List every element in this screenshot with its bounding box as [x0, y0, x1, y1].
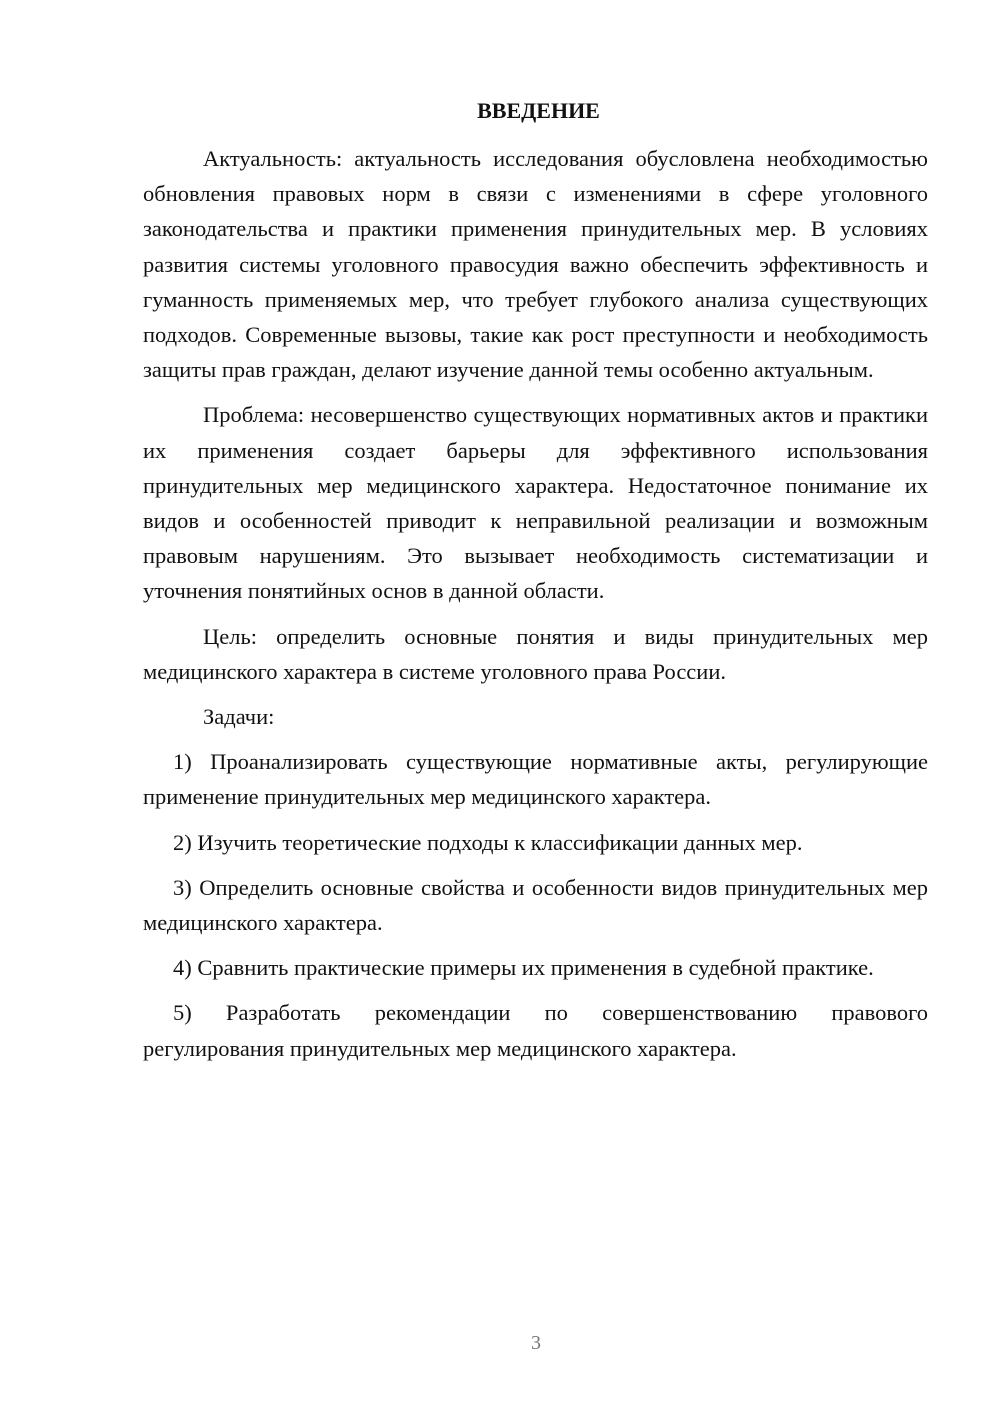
page-title: ВВЕДЕНИЕ	[477, 98, 600, 123]
tasks-heading: Задачи:	[203, 704, 275, 730]
page-number: 3	[531, 1332, 541, 1354]
page-content	[143, 95, 928, 1076]
task-item-1: 1) Проанализировать существующие нормативные акты, регулирующие применение принудительных мер медицинского характера.	[143, 749, 928, 810]
task-item-5: 5) Разработать рекомендации по совершенствованию правового регулирования принудительных мер медицинского характера.	[143, 1000, 928, 1061]
relevance-paragraph: Актуальность: актуальность исследования обусловлена необходимостью обновления правовых норм в связи с изменениями в сфере уголовного законодательства и практики применения принудительных мер. В условиях развития системы уголовного правосудия важно обеспечить эффективность и гуманность применяемых мер, что требует глубокого анализа существующих подходов. Современные вызовы, такие как рост преступности и необходимость защиты прав граждан, делают изучение данной темы особенно актуальным.	[143, 146, 928, 383]
task-item-4: 4) Сравнить практические примеры их применения в судебной практике.	[173, 955, 874, 981]
task-item-2: 2) Изучить теоретические подходы к классификации данных мер.	[173, 829, 803, 855]
goal-paragraph: Цель: определить основные понятия и виды принудительных мер медицинского характера в системе уголовного права России.	[143, 623, 928, 684]
task-item-3: 3) Определить основные свойства и особенности видов принудительных мер медицинского характера.	[143, 874, 928, 936]
problem-paragraph: Проблема: несовершенство существующих нормативных актов и практики их применения создает барьеры для эффективного использования принудительных мер медицинского характера. Недостаточное понимание их видов и особенностей приводит к неправильной реализации и возможным правовым нарушениям. Это вызывает необходимость систематизации и уточнения понятийных основ в данной области.	[143, 402, 928, 604]
